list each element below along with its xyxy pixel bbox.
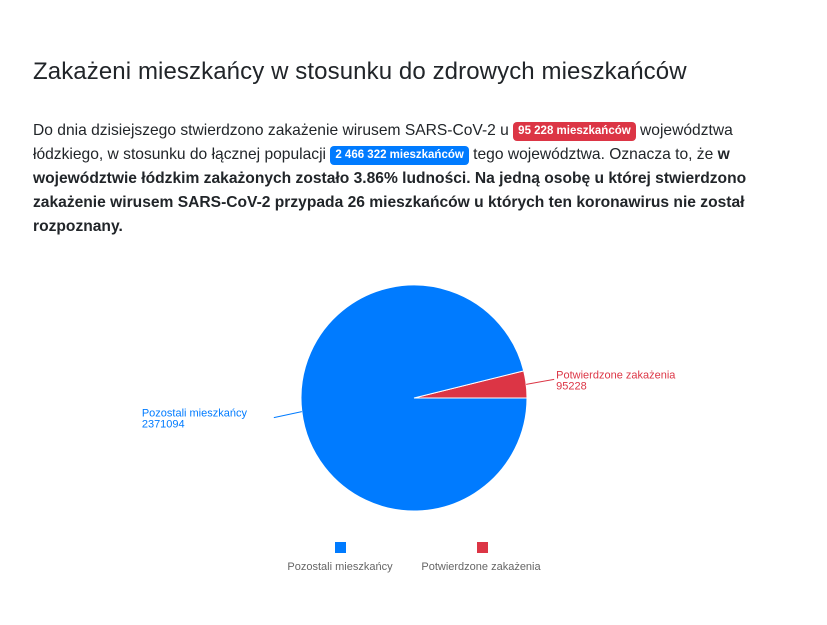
population-badge: 2 466 322 mieszkańców (330, 146, 469, 165)
callout-label: Pozostali mieszkańcy (141, 407, 247, 420)
summary-text-2: województwa łódzkiego, w stosunku do łącznej populacji (33, 122, 733, 163)
page-title: Zakażeni mieszkańcy w stosunku do zdrowych mieszkańców (33, 58, 687, 85)
callout-value: 95228 (556, 380, 587, 393)
pie-slices (301, 285, 527, 511)
summary-paragraph (33, 119, 773, 239)
legend-label[interactable]: Potwierdzone zakażenia (421, 561, 541, 573)
pie-chart (0, 260, 827, 590)
summary-text-3: tego województwa. Oznacza to, że (468, 146, 718, 163)
summary-bold-text: w województwie łódzkim zakażonych zostało 3.86% ludności. Na jedną osobę u której stwierdzono zakażenie wirusem SARS-CoV-2 przypada 26 mieszkańców u których ten koronawirus nie został rozpoznany. (33, 146, 747, 235)
legend-swatch[interactable] (335, 542, 346, 553)
infected-count-badge: 95 228 mieszkańców (513, 122, 636, 141)
callout-label: Potwierdzone zakażenia (556, 369, 676, 382)
callout-line (526, 379, 554, 384)
chart-legend (287, 542, 541, 573)
legend-label[interactable]: Pozostali mieszkańcy (287, 561, 393, 573)
pie-slice-healthy[interactable] (301, 285, 527, 511)
summary-text-1: Do dnia dzisiejszego stwierdzono zakażenie wirusem SARS-CoV-2 u (33, 122, 514, 139)
legend-swatch[interactable] (477, 542, 488, 553)
callout-line (274, 412, 302, 418)
callout-value: 2371094 (141, 418, 185, 431)
